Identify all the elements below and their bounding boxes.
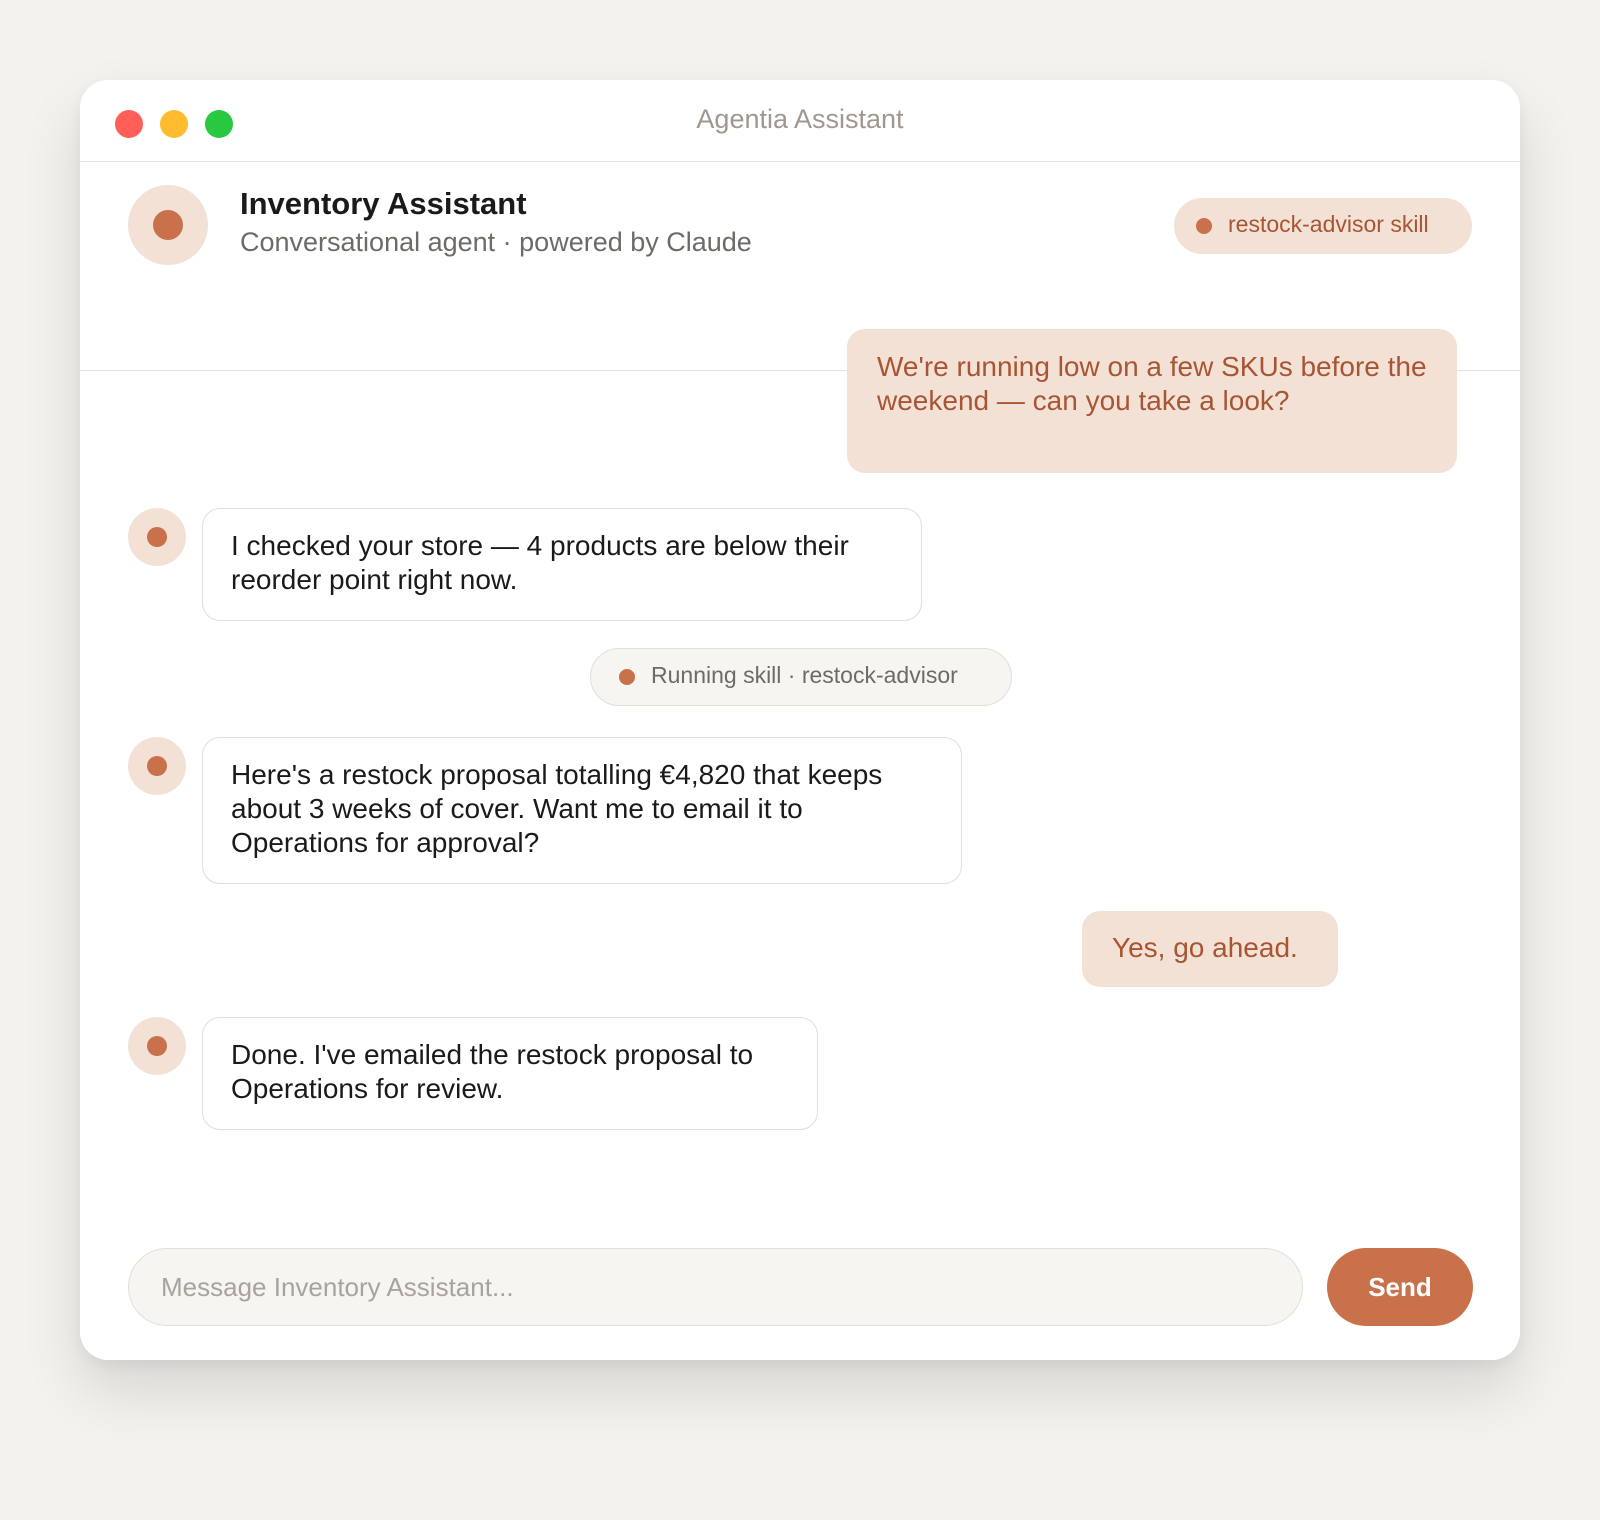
message-line: reorder point right now. bbox=[231, 564, 518, 595]
message-line: Yes, go ahead. bbox=[1112, 932, 1298, 963]
running-skill-status bbox=[590, 648, 1012, 706]
agent-dot-icon bbox=[147, 756, 167, 776]
message-line: Done. I've emailed the restock proposal to bbox=[231, 1039, 754, 1070]
app-window bbox=[80, 80, 1520, 1360]
message-line: Operations for review. bbox=[231, 1073, 504, 1104]
message-line: weekend — can you take a look? bbox=[877, 385, 1290, 416]
running-skill-label: Running skill · restock-advisor bbox=[651, 662, 958, 688]
agent-name: Inventory Assistant bbox=[240, 186, 527, 221]
skill-badge bbox=[1174, 198, 1472, 254]
agent-dot-icon bbox=[147, 1036, 167, 1056]
title-bar bbox=[80, 80, 1520, 162]
agent-dot-icon bbox=[147, 527, 167, 547]
agent-message bbox=[202, 737, 962, 884]
send-button[interactable]: Send bbox=[1327, 1248, 1473, 1326]
user-message bbox=[847, 329, 1457, 473]
message-line: Operations for approval? bbox=[231, 827, 540, 858]
status-dot-icon bbox=[619, 669, 635, 685]
message-line: We're running low on a few SKUs before the bbox=[877, 351, 1427, 382]
agent-dot-icon bbox=[153, 210, 183, 240]
message-line: about 3 weeks of cover. Want me to email it to bbox=[231, 793, 803, 824]
agent-subtitle: Conversational agent · powered by Claude bbox=[240, 227, 752, 257]
message-input[interactable] bbox=[128, 1248, 1303, 1326]
skill-dot-icon bbox=[1196, 218, 1212, 234]
skill-badge-label: restock-advisor skill bbox=[1228, 211, 1429, 237]
window-title: Agentia Assistant bbox=[696, 104, 904, 134]
agent-message bbox=[202, 1017, 818, 1130]
agent-message-avatar bbox=[128, 737, 186, 795]
agent-message-avatar bbox=[128, 1017, 186, 1075]
user-message bbox=[1082, 911, 1338, 987]
agent-avatar bbox=[128, 185, 208, 265]
agent-message bbox=[202, 508, 922, 621]
agent-message-avatar bbox=[128, 508, 186, 566]
message-line: Here's a restock proposal totalling €4,820 that keeps bbox=[231, 759, 883, 790]
message-line: I checked your store — 4 products are below their bbox=[231, 530, 849, 561]
